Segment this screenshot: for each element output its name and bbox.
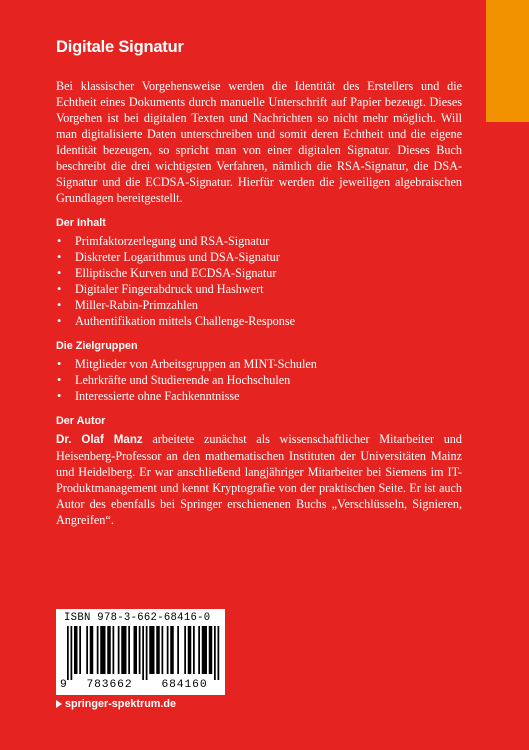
barcode-bar (198, 626, 200, 674)
bullet-icon: • (57, 389, 62, 403)
barcode-bar (149, 626, 154, 674)
bullet-icon: • (57, 234, 62, 248)
barcode-bar (218, 626, 220, 680)
list-item: • Authentifikation mittels Challenge-Response (57, 314, 296, 328)
list-item: • Diskreter Logarithmus und DSA-Signatur (57, 250, 280, 264)
barcode-bar (128, 626, 130, 674)
barcode-bar (139, 626, 141, 674)
list-item: • Interessierte ohne Fachkenntnisse (57, 389, 240, 403)
list-item: • Mitglieder von Arbeitsgruppen an MINT-Schulen (57, 357, 317, 371)
barcode-bar (74, 626, 78, 674)
author-bio-text: arbeitete zunächst als wissenschaftlicher Mitarbeiter und Heisenberg-Professor an den mathematischen Instituten der Universitäten Mainz und Heidelberg. Er war anschließend langjähriger Mitarbeiter bei Siemens im IT-Produktmanagement und kennt Kryptografie von der praktischen Seite. Er ist auch Autor des ebenfalls bei Springer erschienenen Buchs „Verschlüsseln, Signieren, Angreifen“. (56, 432, 462, 527)
inhalt-list (56, 233, 462, 329)
list-item: • Miller-Rabin-Primzahlen (57, 298, 198, 312)
bullet-icon: • (57, 266, 62, 280)
bullet-icon: • (57, 298, 62, 312)
isbn-barcode (56, 609, 225, 695)
barcode-bar (100, 626, 105, 674)
ean-left-digits: 783662 (86, 679, 133, 691)
barcode-bar (134, 626, 138, 674)
publisher-website[interactable] (56, 698, 176, 710)
barcode-bars (67, 626, 221, 680)
ean-lead-digit: 9 (60, 679, 68, 691)
barcode-bar (79, 626, 81, 674)
barcode-bar (146, 626, 148, 680)
barcode-bar (142, 626, 144, 680)
barcode-bar (71, 626, 73, 680)
bullet-icon: • (57, 314, 62, 328)
ean-digits (60, 679, 222, 691)
barcode-bar (209, 626, 213, 674)
book-title: Digitale Signatur (56, 38, 184, 56)
barcode-bar (113, 626, 115, 674)
barcode-bar (97, 626, 99, 674)
barcode-bar (170, 626, 174, 674)
arrow-right-icon (56, 700, 62, 708)
barcode-bar (121, 626, 126, 674)
isbn-label: ISBN 978-3-662-68416-0 (64, 612, 211, 624)
barcode-bar (167, 626, 169, 674)
intro-paragraph: Bei klassischer Vorgehensweise werden die Identität des Erstellers und die Echtheit eines Dokuments durch manuelle Unterschrift auf Papier bezeugt. Dieses Vorgehen ist bei digitalen Texten und Nachrichten so nicht mehr möglich. Will man digitalisierte Daten unterschreiben und somit deren Echtheit und die eigene Identität bezeugen, so spricht man von einer digitalen Signatur. Dieses Buch beschreibt die drei wichtigsten Verfahren, nämlich die RSA-Signatur, die DSA-Signatur und die ECDSA-Signatur. Hierfür werden die jeweiligen algebraischen Grundlagen bereitgestellt. (56, 79, 462, 205)
author-bio (56, 431, 462, 528)
barcode-bar (118, 626, 120, 674)
barcode-bar (90, 626, 94, 674)
bullet-icon: • (57, 250, 62, 264)
orange-accent-bar (486, 0, 529, 122)
list-item: • Elliptische Kurven und ECDSA-Signatur (57, 266, 277, 280)
list-item: • Lehrkräfte und Studierende an Hochschulen (57, 373, 291, 387)
barcode-bar (86, 626, 88, 674)
website-link-text: springer-spektrum.de (65, 698, 176, 710)
barcode-bar (214, 626, 216, 680)
list-item: • Primfaktorzerlegung und RSA-Signatur (57, 234, 270, 248)
barcode-bar (67, 626, 69, 680)
barcode-bar (107, 626, 111, 674)
barcode-bar (188, 626, 192, 674)
zielgruppen-list (56, 356, 462, 404)
back-cover-content (56, 38, 462, 528)
bullet-icon: • (57, 282, 62, 296)
barcode-bar (184, 626, 186, 674)
barcode-bar (156, 626, 160, 674)
bullet-icon: • (57, 357, 62, 371)
bullet-icon: • (57, 373, 62, 387)
author-name: Dr. Olaf Manz (56, 433, 143, 446)
barcode-bar (162, 626, 164, 674)
list-item: • Digitaler Fingerabdruck und Hashwert (57, 282, 264, 296)
zielgruppen-heading: Die Zielgruppen (56, 340, 138, 352)
inhalt-heading: Der Inhalt (56, 217, 106, 229)
autor-heading: Der Autor (56, 415, 106, 427)
barcode-bar (202, 626, 207, 674)
barcode-bar (193, 626, 195, 674)
ean-right-digits: 684160 (161, 679, 208, 691)
barcode-bar (177, 626, 179, 674)
